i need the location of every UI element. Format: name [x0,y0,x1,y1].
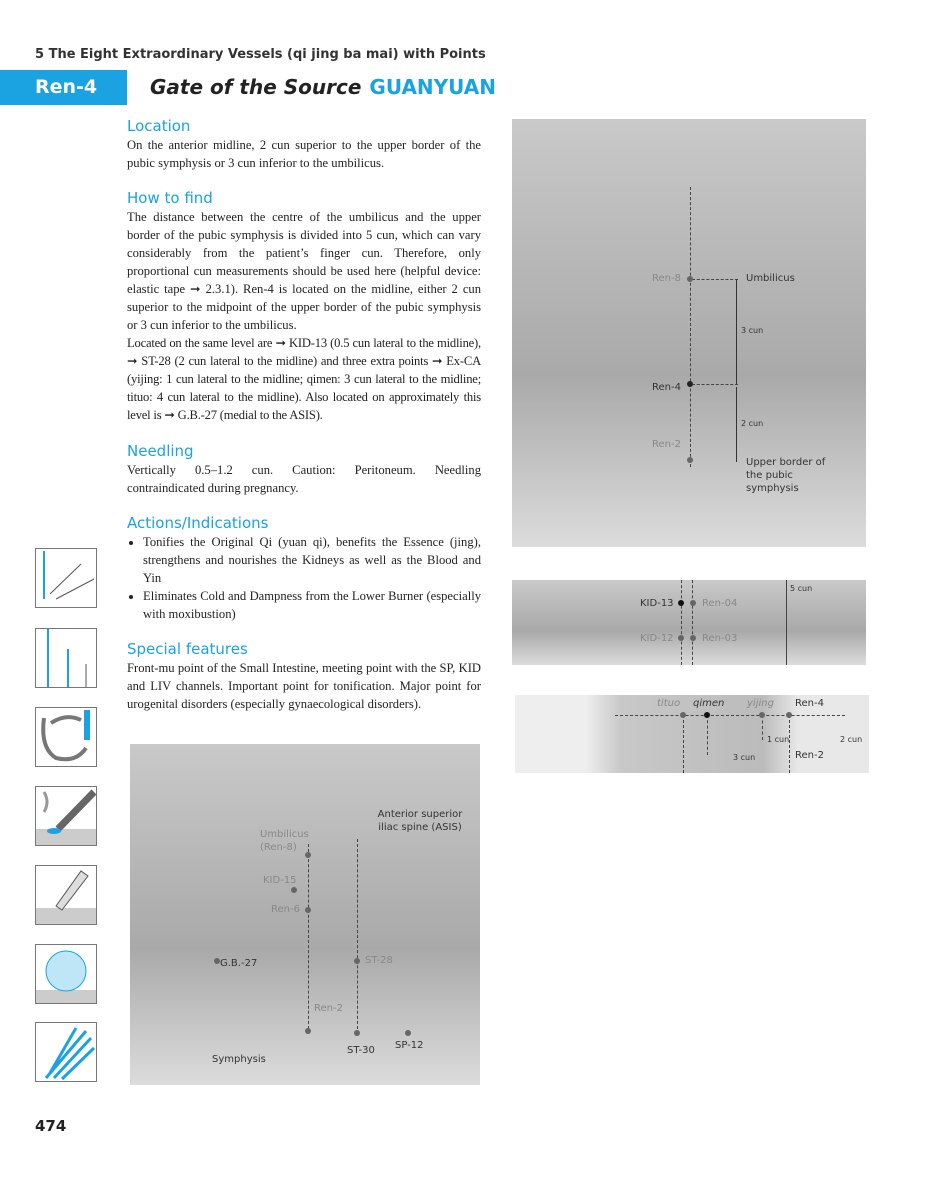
special-heading: Special features [127,640,248,658]
label-ren2: Ren-2 [314,1003,343,1014]
how-to-find-text: The distance between the centre of the umbilicus and the upper border of the pubic symphysis is divided into 5 cun, which can vary considerably from the patient’s finger cun. Therefore, only proportional cun measurements should be used here (helpful device: elastic tape ➞ 2.3.1). Ren-4 is located on the midline, either 2 cun superior to the midpoint of the upper border of the pubic symphysis or 3 cun inferior to the umbilicus. [127,210,481,332]
label-ren6: Ren-6 [271,904,300,915]
label-ren4: Ren-4 [652,382,681,393]
how-to-find-heading: How to find [127,189,213,207]
title-pinyin: GUANYUAN [369,75,496,99]
actions-list [127,533,481,623]
moxibustion-icon [35,786,97,846]
same-level-text: Located on the same level are ➞ KID-13 (0.5 cun lateral to the midline), ➞ ST-28 (2 cun lateral to the midline) and three extra points ➞ Ex-CA (yijing: 1 cun lateral to the midline; qimen: 3 cun lateral to the midline; tituo: 4 cun lateral to the midline). Also located on approximately this level is ➞ G.B.-27 (medial to the ASIS). [127,336,481,422]
label-umbilicus: Umbilicus [746,273,795,284]
label-ren2: Ren-2 [795,750,824,761]
actions-heading: Actions/Indications [127,514,269,532]
label-umbilicus: Umbilicus (Ren-8) [260,829,309,853]
location-heading: Location [127,117,191,135]
action-item: • Eliminates Cold and Dampness from the Lower Burner (especially with moxibustion) [143,587,481,623]
label-5-cun: 5 cun [790,584,813,593]
label-qimen: qimen [693,698,725,709]
label-kid15: KID-15 [263,875,297,886]
page-title [150,75,496,99]
intestine-icon [35,707,97,767]
label-upper-border: Upper border of the pubic symphysis [746,457,826,494]
label-yijing: yijing [747,698,774,709]
page-number: 474 [35,1117,67,1135]
label-3-cun: 3 cun [733,753,756,762]
running-head: 5 The Eight Extraordinary Vessels (qi jing ba mai) with Points [35,47,486,62]
label-st28: ST-28 [365,955,393,966]
action-item: • Tonifies the Original Qi (yuan qi), benefits the Essence (jing), strengthens and nourishes the Kidneys as well as the Blood and Yin [143,533,481,587]
lower-abdomen-photo [130,744,480,1085]
label-3-cun: 3 cun [741,326,764,335]
label-asis: Anterior superior iliac spine (ASIS) [377,809,463,833]
cupping-icon [35,944,97,1004]
label-ren8: Ren-8 [652,273,681,284]
label-2-cun: 2 cun [741,419,764,428]
label-st30: ST-30 [347,1045,375,1056]
point-tag: Ren-4 [0,70,127,105]
label-ren04: Ren-04 [702,598,738,609]
label-ren2: Ren-2 [652,439,681,450]
label-2-cun: 2 cun [840,735,863,744]
label-kid13: KID-13 [640,598,674,609]
label-symphysis: Symphysis [212,1054,266,1065]
location-text: On the anterior midline, 2 cun superior to the upper border of the pubic symphysis or 3 cun inferior to the umbilicus. [127,138,481,170]
label-tituo: tituo [657,698,681,709]
special-text: Front-mu point of the Small Intestine, meeting point with the SP, KID and LIV channels. Important point for tonification. Major point for urogenital disorders (especially gynaecological disorders). [127,661,481,711]
hand-icon [35,1022,97,1082]
label-ren03: Ren-03 [702,633,738,644]
label-kid12: KID-12 [640,633,674,644]
needling-text: Vertically 0.5–1.2 cun. Caution: Peritoneum. Needling contraindicated during pregnancy. [127,463,481,495]
extra-points-photo [515,695,869,773]
needling-heading: Needling [127,442,194,460]
label-sp12: SP-12 [395,1040,424,1051]
title-english: Gate of the Source [150,75,362,99]
label-gb27: G.B.-27 [220,958,258,969]
label-1-cun: 1 cun [767,735,790,744]
kidney-points-photo [512,580,866,665]
needle-insertion-icon [35,865,97,925]
needle-icon [35,548,97,608]
needle-depth-icon [35,628,97,688]
label-ren4: Ren-4 [795,698,824,709]
abdomen-photo-figure [512,119,866,547]
